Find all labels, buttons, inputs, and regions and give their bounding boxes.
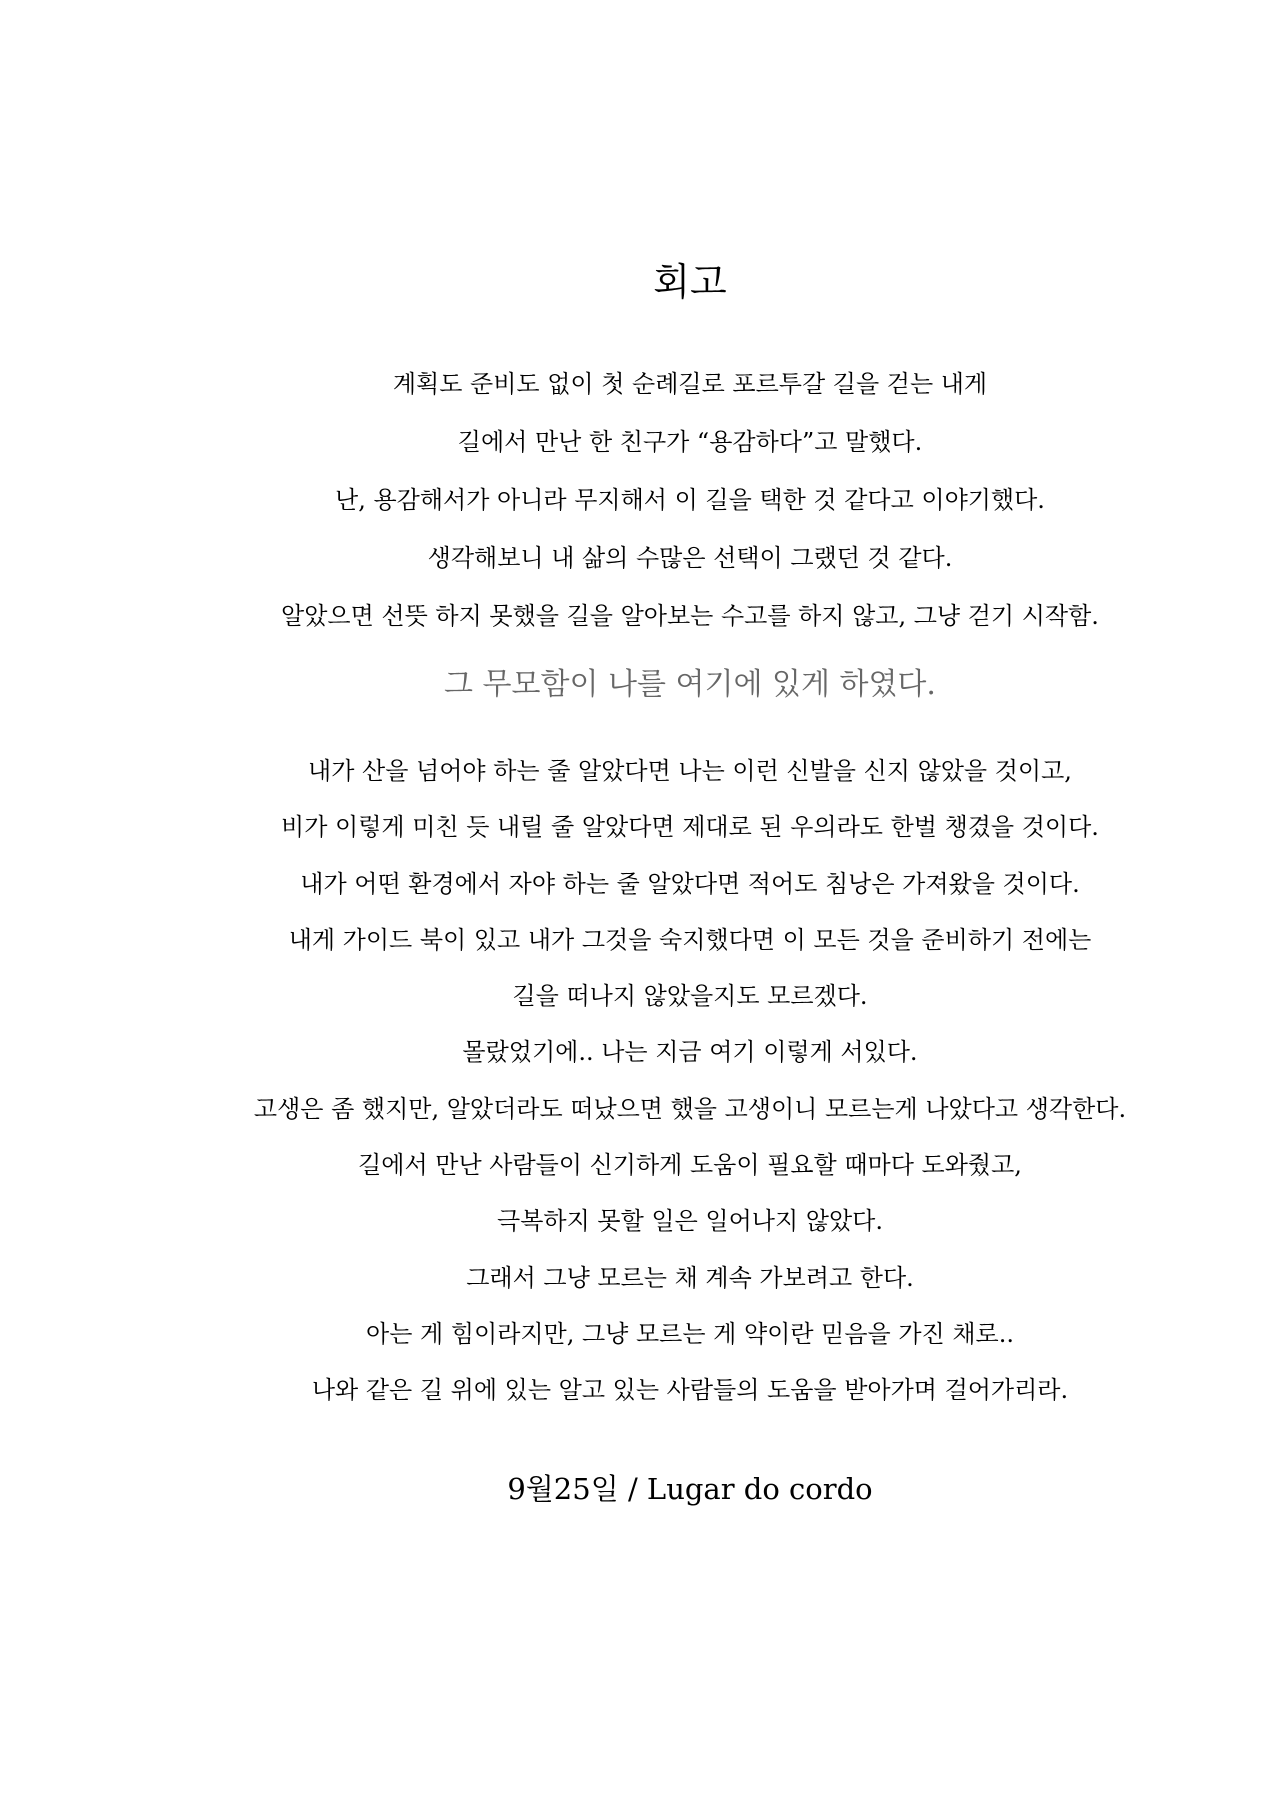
- highlight-quote: 그 무모함이 나를 여기에 있게 하였다.: [444, 667, 936, 702]
- date-location-signature: 9월25일 / Lugar do cordo: [507, 1472, 873, 1506]
- text-line: 고생은 좀 했지만, 알았더라도 떠났으면 했을 고생이니 모르는게 나았다고 생각한다.: [253, 1094, 1127, 1123]
- text-line: 나와 같은 길 위에 있는 알고 있는 사람들의 도움을 받아가며 걸어가리라.: [311, 1376, 1069, 1405]
- text-line: 길에서 만난 사람들이 신기하게 도움이 필요할 때마다 도와줬고,: [358, 1151, 1022, 1180]
- text-line: 길에서 만난 한 친구가 “용감하다”고 말했다.: [457, 428, 923, 456]
- text-line: 길을 떠나지 않았을지도 모르겠다.: [512, 982, 868, 1011]
- text-line: 몰랐었기에.. 나는 지금 여기 이렇게 서있다.: [462, 1038, 918, 1067]
- text-line: 비가 이렇게 미친 듯 내릴 줄 알았다면 제대로 된 우의라도 한벌 챙겼을 것이다.: [281, 813, 1099, 842]
- text-line: 난, 용감해서가 아니라 무지해서 이 길을 택한 것 같다고 이야기했다.: [335, 486, 1045, 514]
- text-line: 알았으면 선뜻 하지 못했을 길을 알아보는 수고를 하지 않고, 그냥 걷기 시작함.: [281, 602, 1099, 630]
- text-line: 생각해보니 내 삶의 수많은 선택이 그랬던 것 같다.: [427, 544, 953, 572]
- body-paragraph: [0, 743, 1280, 1419]
- text-line: 내가 산을 넘어야 하는 줄 알았다면 나는 이런 신발을 신지 않았을 것이고,: [308, 757, 1072, 785]
- text-line: 극복하지 못할 일은 일어나지 않았다.: [497, 1207, 883, 1236]
- intro-paragraph: [0, 355, 1280, 645]
- text-line: 내게 가이드 북이 있고 내가 그것을 숙지했다면 이 모든 것을 준비하기 전에는: [288, 925, 1092, 954]
- text-line: 내가 어떤 환경에서 자야 하는 줄 알았다면 적어도 침낭은 가져왔을 것이다.: [300, 869, 1080, 898]
- text-line: 계획도 준비도 없이 첫 순례길로 포르투갈 길을 걷는 내게: [392, 370, 988, 398]
- page-title: 회고: [653, 260, 727, 304]
- text-line: 그래서 그냥 모르는 채 계속 가보려고 한다.: [466, 1263, 914, 1292]
- text-line: 아는 게 힘이라지만, 그냥 모르는 게 약이란 믿음을 가진 채로..: [366, 1319, 1014, 1348]
